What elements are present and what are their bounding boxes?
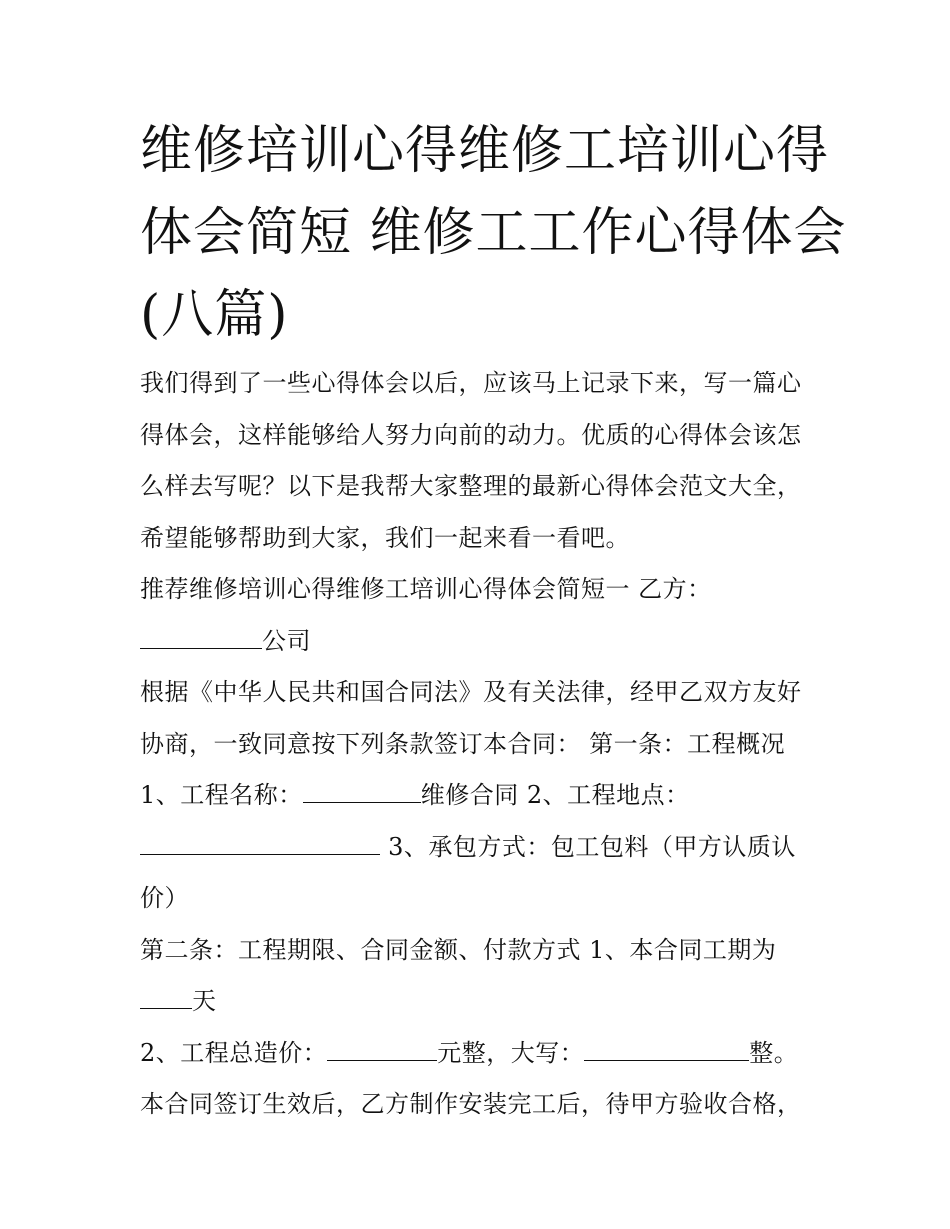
price-line — [140, 1028, 820, 1080]
article2-line: 第二条：工程期限、合同金额、付款方式 1、本合同工期为 — [140, 935, 777, 964]
basis-line: 协商，一致同意按下列条款签订本合同： 第一条：工程概况 — [140, 729, 786, 758]
project-name-blank — [303, 780, 421, 803]
item1-suffix: 维修合同 2、工程地点： — [420, 781, 690, 809]
last-line: 本合同签订生效后，乙方制作安装完工后，待甲方验收合格， — [140, 1090, 802, 1118]
document-title — [140, 110, 847, 356]
intro-line: 得体会，这样能够给人努力向前的动力。优质的心得体会该怎 — [140, 420, 802, 449]
price-number-blank — [327, 1038, 437, 1061]
company-line — [140, 616, 820, 668]
article2-paragraph — [140, 925, 820, 1028]
recommend-line: 推荐维修培训心得维修工培训心得体会简短一 乙方： — [140, 575, 712, 603]
intro-line: 希望能够帮助到大家，我们一起来看一看吧。 — [140, 523, 630, 552]
price-prefix: 2、工程总造价： — [140, 1038, 328, 1067]
price-words-blank — [584, 1038, 749, 1061]
days-suffix: 天 — [192, 987, 217, 1015]
days-line — [140, 976, 820, 1028]
intro-paragraph — [140, 358, 820, 564]
item3-cont-line: 价） — [140, 884, 189, 912]
item1-prefix: 1、工程名称： — [140, 781, 303, 809]
item3-line — [140, 822, 820, 874]
price-suffix: 整。 — [749, 1038, 799, 1067]
item3-text: 3、承包方式：包工包料（甲方认质认 — [380, 832, 796, 861]
days-blank — [140, 986, 192, 1009]
price-paragraph — [140, 1028, 820, 1131]
basis-line: 根据《中华人民共和国合同法》及有关法律，经甲乙双方友好 — [140, 678, 802, 706]
title-line: 维修培训心得维修工培训心得 — [140, 121, 830, 181]
price-mid: 元整，大写： — [437, 1038, 585, 1067]
project-location-blank — [140, 832, 380, 855]
item1-line — [140, 770, 820, 822]
intro-line: 么样去写呢？以下是我帮大家整理的最新心得体会范文大全， — [140, 472, 802, 500]
intro-line: 我们得到了一些心得体会以后，应该马上记录下来，写一篇心 — [140, 369, 802, 397]
recommend-paragraph — [140, 564, 820, 667]
company-suffix: 公司 — [262, 626, 311, 655]
company-name-blank — [140, 626, 262, 649]
title-line: 体会简短 维修工工作心得体会 — [140, 203, 847, 263]
title-line: (八篇) — [140, 285, 289, 345]
document-body — [140, 358, 820, 1131]
basis-paragraph — [140, 667, 820, 925]
